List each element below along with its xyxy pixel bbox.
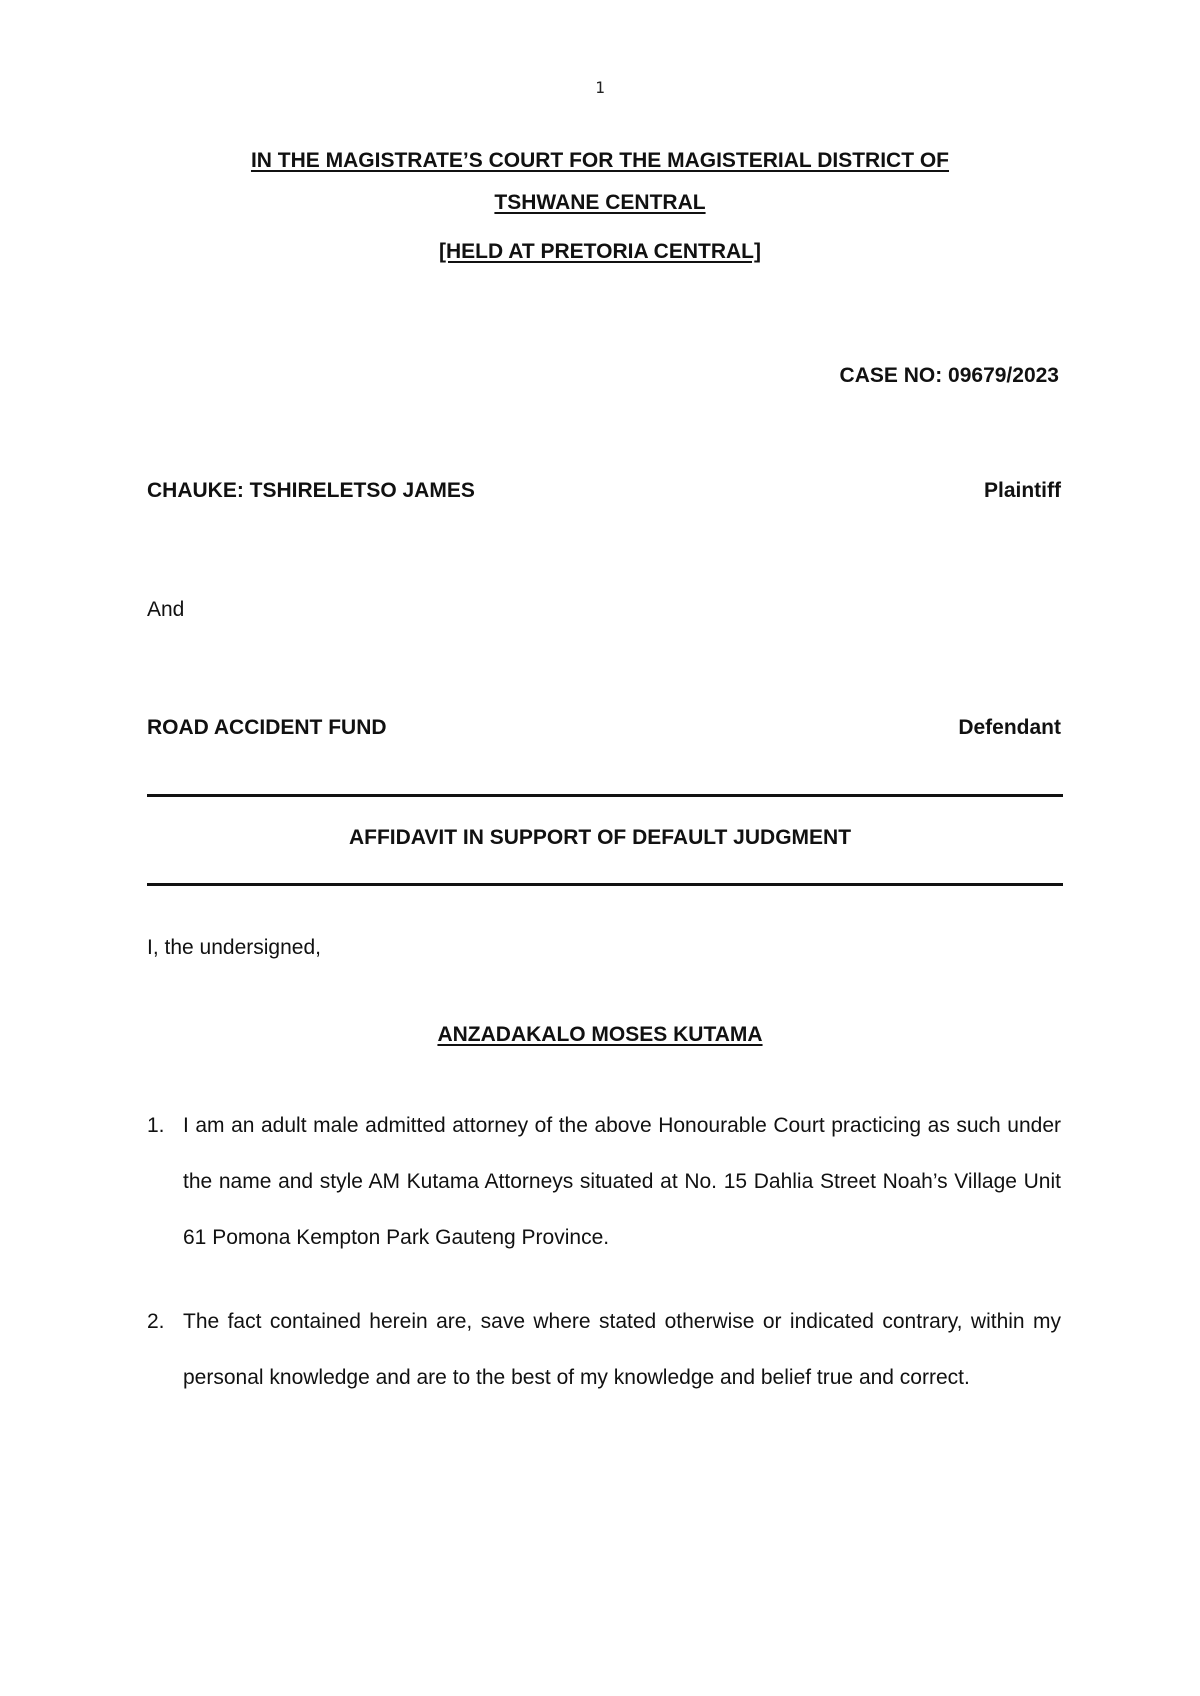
paragraph-1-number: 1. xyxy=(147,1114,165,1137)
paragraph-1-text: I am an adult male admitted attorney of the above Honourable Court practicing as such under the name and style AM Kutama Attorneys situated at No. 15 Dahlia Street Noah’s Village Unit 61 Pomona Kempton Park Gauteng Province. xyxy=(183,1114,1061,1249)
case-number: CASE NO: 09679/2023 xyxy=(839,364,1059,387)
paragraph-2-number: 2. xyxy=(147,1310,165,1333)
defendant-role: Defendant xyxy=(958,716,1061,739)
page-number: 1 xyxy=(595,78,605,97)
party-conjunction: And xyxy=(147,598,185,621)
court-title xyxy=(0,140,1200,224)
deponent-name: ANZADAKALO MOSES KUTAMA xyxy=(437,1023,763,1046)
paragraph-2-text: The fact contained herein are, save where stated otherwise or indicated contrary, within my personal knowledge and are to the best of my knowledge and belief true and correct. xyxy=(183,1310,1061,1389)
defendant-name: ROAD ACCIDENT FUND xyxy=(147,716,387,739)
title-top-rule xyxy=(147,794,1063,797)
paragraph-1 xyxy=(147,1098,1061,1266)
plaintiff-role: Plaintiff xyxy=(984,479,1061,502)
defendant-row xyxy=(147,716,1061,740)
plaintiff-name: CHAUKE: TSHIRELETSO JAMES xyxy=(147,479,475,502)
intro-text: I, the undersigned, xyxy=(147,936,321,959)
plaintiff-row xyxy=(147,479,1061,503)
affidavit-title: AFFIDAVIT IN SUPPORT OF DEFAULT JUDGMENT xyxy=(348,826,852,849)
paragraph-2 xyxy=(147,1294,1061,1406)
held-at-heading: [HELD AT PRETORIA CENTRAL] xyxy=(439,240,761,263)
title-bottom-rule xyxy=(147,883,1063,886)
court-title-line-2: TSHWANE CENTRAL xyxy=(494,191,706,214)
court-title-line-1: IN THE MAGISTRATE’S COURT FOR THE MAGISTERIAL DISTRICT OF xyxy=(250,149,950,172)
